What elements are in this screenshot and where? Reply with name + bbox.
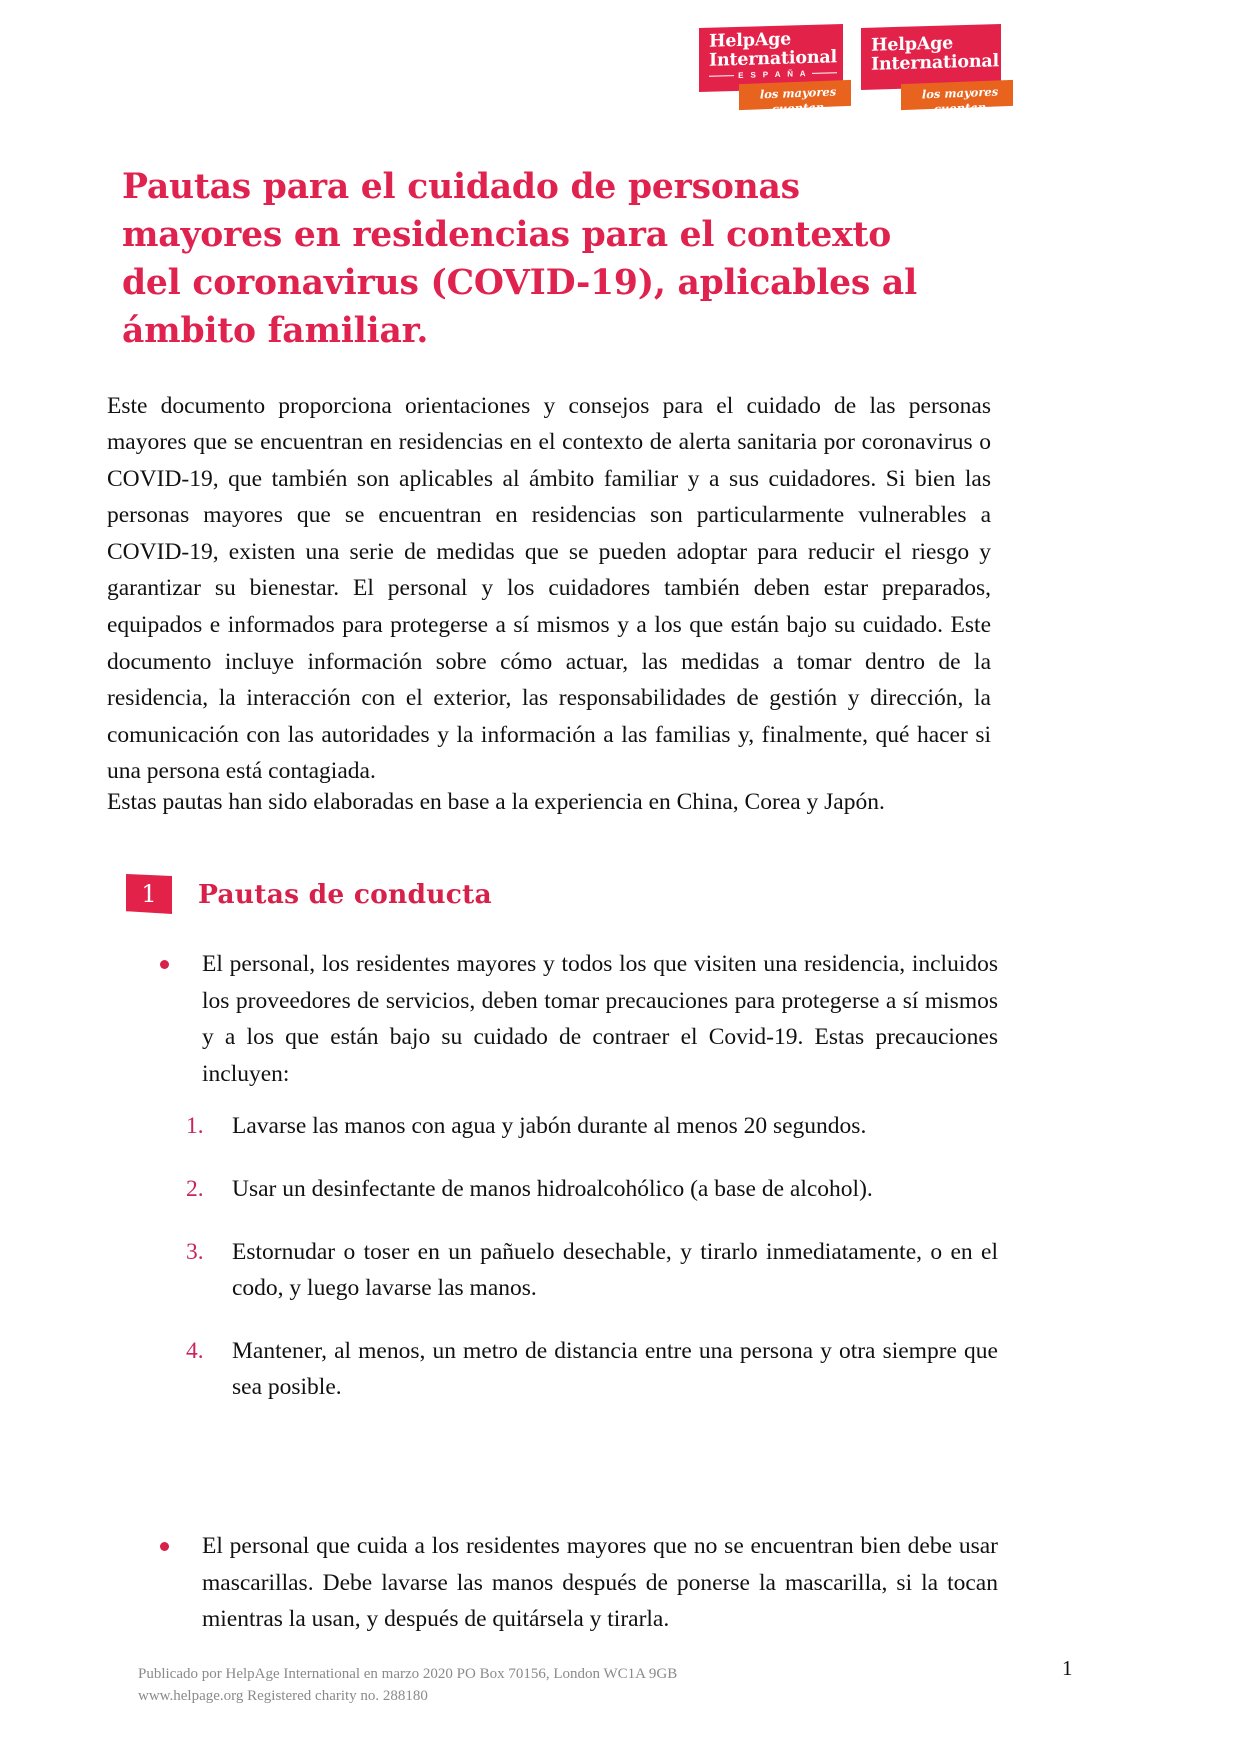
logo-tagline: los mayores cuentan	[759, 84, 837, 117]
list-item-marker: 1.	[186, 1113, 204, 1140]
bullet-list	[150, 946, 998, 1406]
logo-wordmark-line1: HelpAge	[709, 29, 792, 52]
list-item	[150, 1171, 998, 1208]
bullet-dot-icon	[160, 960, 169, 969]
list-item-marker: 4.	[186, 1337, 204, 1364]
section-number-badge	[126, 874, 172, 914]
logo-tagline: los mayores cuentan	[921, 84, 999, 117]
list-item-text: Lavarse las manos con agua y jabón durante al menos 20 segundos.	[232, 1113, 867, 1140]
note-paragraph: Estas pautas han sido elaboradas en base a la experiencia en China, Corea y Japón.	[107, 788, 885, 815]
bullet-list-continued	[150, 1528, 998, 1638]
list-item	[150, 1234, 998, 1307]
numbered-sublist	[150, 1108, 998, 1406]
helpage-international-espana-logo	[699, 26, 851, 117]
page-title: Pautas para el cuidado de personas mayores en residencias para el contexto del coronavirus (COVID-19), aplicables al ámbito familiar.	[122, 167, 917, 352]
list-item-text: Mantener, al menos, un metro de distancia entre una persona y otra siempre que sea posible.	[232, 1337, 998, 1401]
list-item	[150, 1108, 998, 1145]
list-item-marker: 2.	[186, 1175, 204, 1202]
list-item-text: El personal, los residentes mayores y todos los que visiten una residencia, incluidos los proveedores de servicios, deben tomar precauciones para protegerse a sí mismos y a los que están bajo su cuidado de contraer el Covid-19. Estas precauciones incluyen:	[202, 951, 998, 1087]
section-title: Pautas de conducta	[198, 878, 492, 910]
footer-line-2: www.helpage.org Registered charity no. 288180	[138, 1688, 428, 1704]
list-item-text: Estornudar o toser en un pañuelo desechable, y tirarlo inmediatamente, o en el codo, y luego lavarse las manos.	[232, 1238, 998, 1302]
footer	[138, 1663, 898, 1707]
section-number: 1	[141, 880, 157, 908]
intro-paragraph: Este documento proporciona orientaciones y consejos para el cuidado de las personas mayores que se encuentran en residencias en el contexto de alerta sanitaria por coronavirus o COVID-19, que también son aplicables al ámbito familiar y a sus cuidadores. Si bien las personas mayores que se encuentran en residencias son particularmente vulnerables a COVID-19, existen una serie de medidas que se pueden adoptar para reducir el riesgo y garantizar su bienestar. El personal y los cuidadores también deben estar preparados, equipados e informados para protegerse a sí mismos y a los que están bajo su cuidado. Este documento incluye información sobre cómo actuar, las medidas a tomar dentro de la residencia, la interacción con el exterior, las responsabilidades de gestión y dirección, la comunicación con las autoridades y la información a las familias y, finalmente, qué hacer si una persona está contagiada.	[107, 392, 991, 785]
logo-bar	[699, 26, 1013, 117]
logo-rule-left	[709, 75, 734, 77]
page-number: 1	[1062, 1656, 1073, 1680]
helpage-international-logo	[861, 26, 1013, 117]
section-heading	[126, 874, 492, 914]
footer-line-1: Publicado por HelpAge International en marzo 2020 PO Box 70156, London WC1A 9GB	[138, 1666, 678, 1682]
list-item	[150, 1333, 998, 1406]
logo-wordmark	[709, 29, 837, 71]
list-item-text: El personal que cuida a los residentes mayores que no se encuentran bien debe usar mascarillas. Debe lavarse las manos después de ponerse la mascarilla, si la tocan mientras la usan, y después de quitársela y tirarla.	[202, 1533, 998, 1633]
bullet-dot-icon	[160, 1542, 169, 1551]
logo-wordmark	[871, 33, 999, 75]
list-item	[150, 946, 998, 1092]
logo-wordmark-line2: International	[871, 51, 999, 75]
logo-country-label: E S P A Ñ A	[738, 69, 808, 80]
logo-rule-right	[812, 72, 837, 74]
logo-wordmark-line2: International	[709, 47, 837, 71]
logo-wordmark-line1: HelpAge	[871, 33, 954, 56]
list-item-marker: 3.	[186, 1238, 204, 1265]
list-item-text: Usar un desinfectante de manos hidroalcohólico (a base de alcohol).	[232, 1175, 873, 1202]
list-item	[150, 1528, 998, 1638]
